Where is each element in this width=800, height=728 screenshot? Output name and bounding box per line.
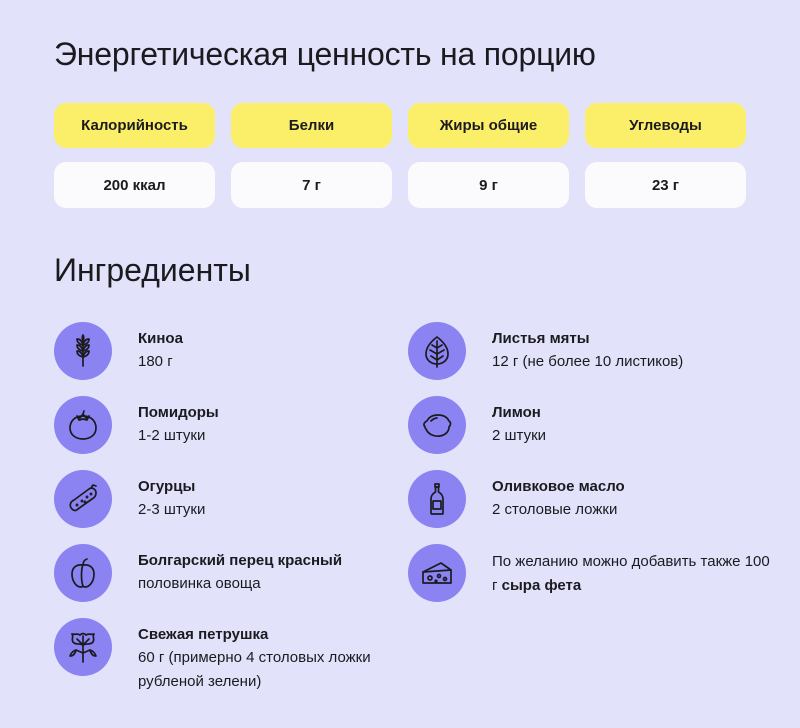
bell-pepper-icon <box>54 544 112 602</box>
nutrition-value-fat: 9 г <box>408 162 569 208</box>
ingredient-item-mint <box>408 322 752 380</box>
nutrition-value-calories: 200 ккал <box>54 162 215 208</box>
ingredient-item-parsley <box>54 618 398 694</box>
ingredient-note-bold: сыра фета <box>501 577 582 594</box>
ingredient-name: Помидоры <box>138 404 219 421</box>
ingredient-amount: 60 г (примерно 4 столовых ложки рубленой зелени) <box>138 649 371 690</box>
ingredient-item-lemon <box>408 396 732 454</box>
ingredient-note-text: По желанию можно добавить также 100 г <box>492 553 770 594</box>
leaf-icon <box>408 322 466 380</box>
ingredient-name: Листья мяты <box>492 330 590 347</box>
ingredient-name: Болгарский перец красный <box>138 552 343 569</box>
ingredient-amount: 12 г (не более 10 листиков) <box>492 353 684 370</box>
cheese-icon <box>408 544 466 602</box>
ingredient-name: Оливковое масло <box>492 478 625 495</box>
ingredient-item-tomatoes <box>54 396 378 454</box>
oil-bottle-icon <box>408 470 466 528</box>
ingredient-amount: половинка овоща <box>138 575 261 592</box>
ingredient-name: Лимон <box>492 404 541 421</box>
ingredient-amount: 180 г <box>138 353 173 370</box>
ingredient-item-cucumbers <box>54 470 378 528</box>
ingredients-title: Ингредиенты <box>54 252 251 288</box>
ingredient-item-quinoa <box>54 322 378 380</box>
ingredient-item-feta <box>408 544 772 602</box>
wheat-icon <box>54 322 112 380</box>
ingredient-name: Свежая петрушка <box>138 626 269 643</box>
parsley-icon <box>54 618 112 676</box>
nutrition-table <box>54 103 746 208</box>
ingredient-name: Огурцы <box>138 478 196 495</box>
nutrition-header-protein: Белки <box>231 103 392 148</box>
nutrition-header-fat: Жиры общие <box>408 103 569 148</box>
nutrition-header-calories: Калорийность <box>54 103 215 148</box>
nutrition-value-protein: 7 г <box>231 162 392 208</box>
tomato-icon <box>54 396 112 454</box>
ingredient-name: Киноа <box>138 330 183 347</box>
lemon-icon <box>408 396 466 454</box>
ingredient-amount: 1-2 штуки <box>138 427 206 444</box>
ingredient-item-bell-pepper <box>54 544 378 602</box>
cucumber-icon <box>54 470 112 528</box>
ingredient-item-olive-oil <box>408 470 732 528</box>
nutrition-header-carbs: Углеводы <box>585 103 746 148</box>
ingredient-amount: 2 штуки <box>492 427 547 444</box>
ingredient-note <box>492 550 772 598</box>
ingredient-amount: 2 столовые ложки <box>492 501 618 518</box>
ingredient-amount: 2-3 штуки <box>138 501 206 518</box>
nutrition-value-carbs: 23 г <box>585 162 746 208</box>
nutrition-title: Энергетическая ценность на порцию <box>54 36 596 72</box>
